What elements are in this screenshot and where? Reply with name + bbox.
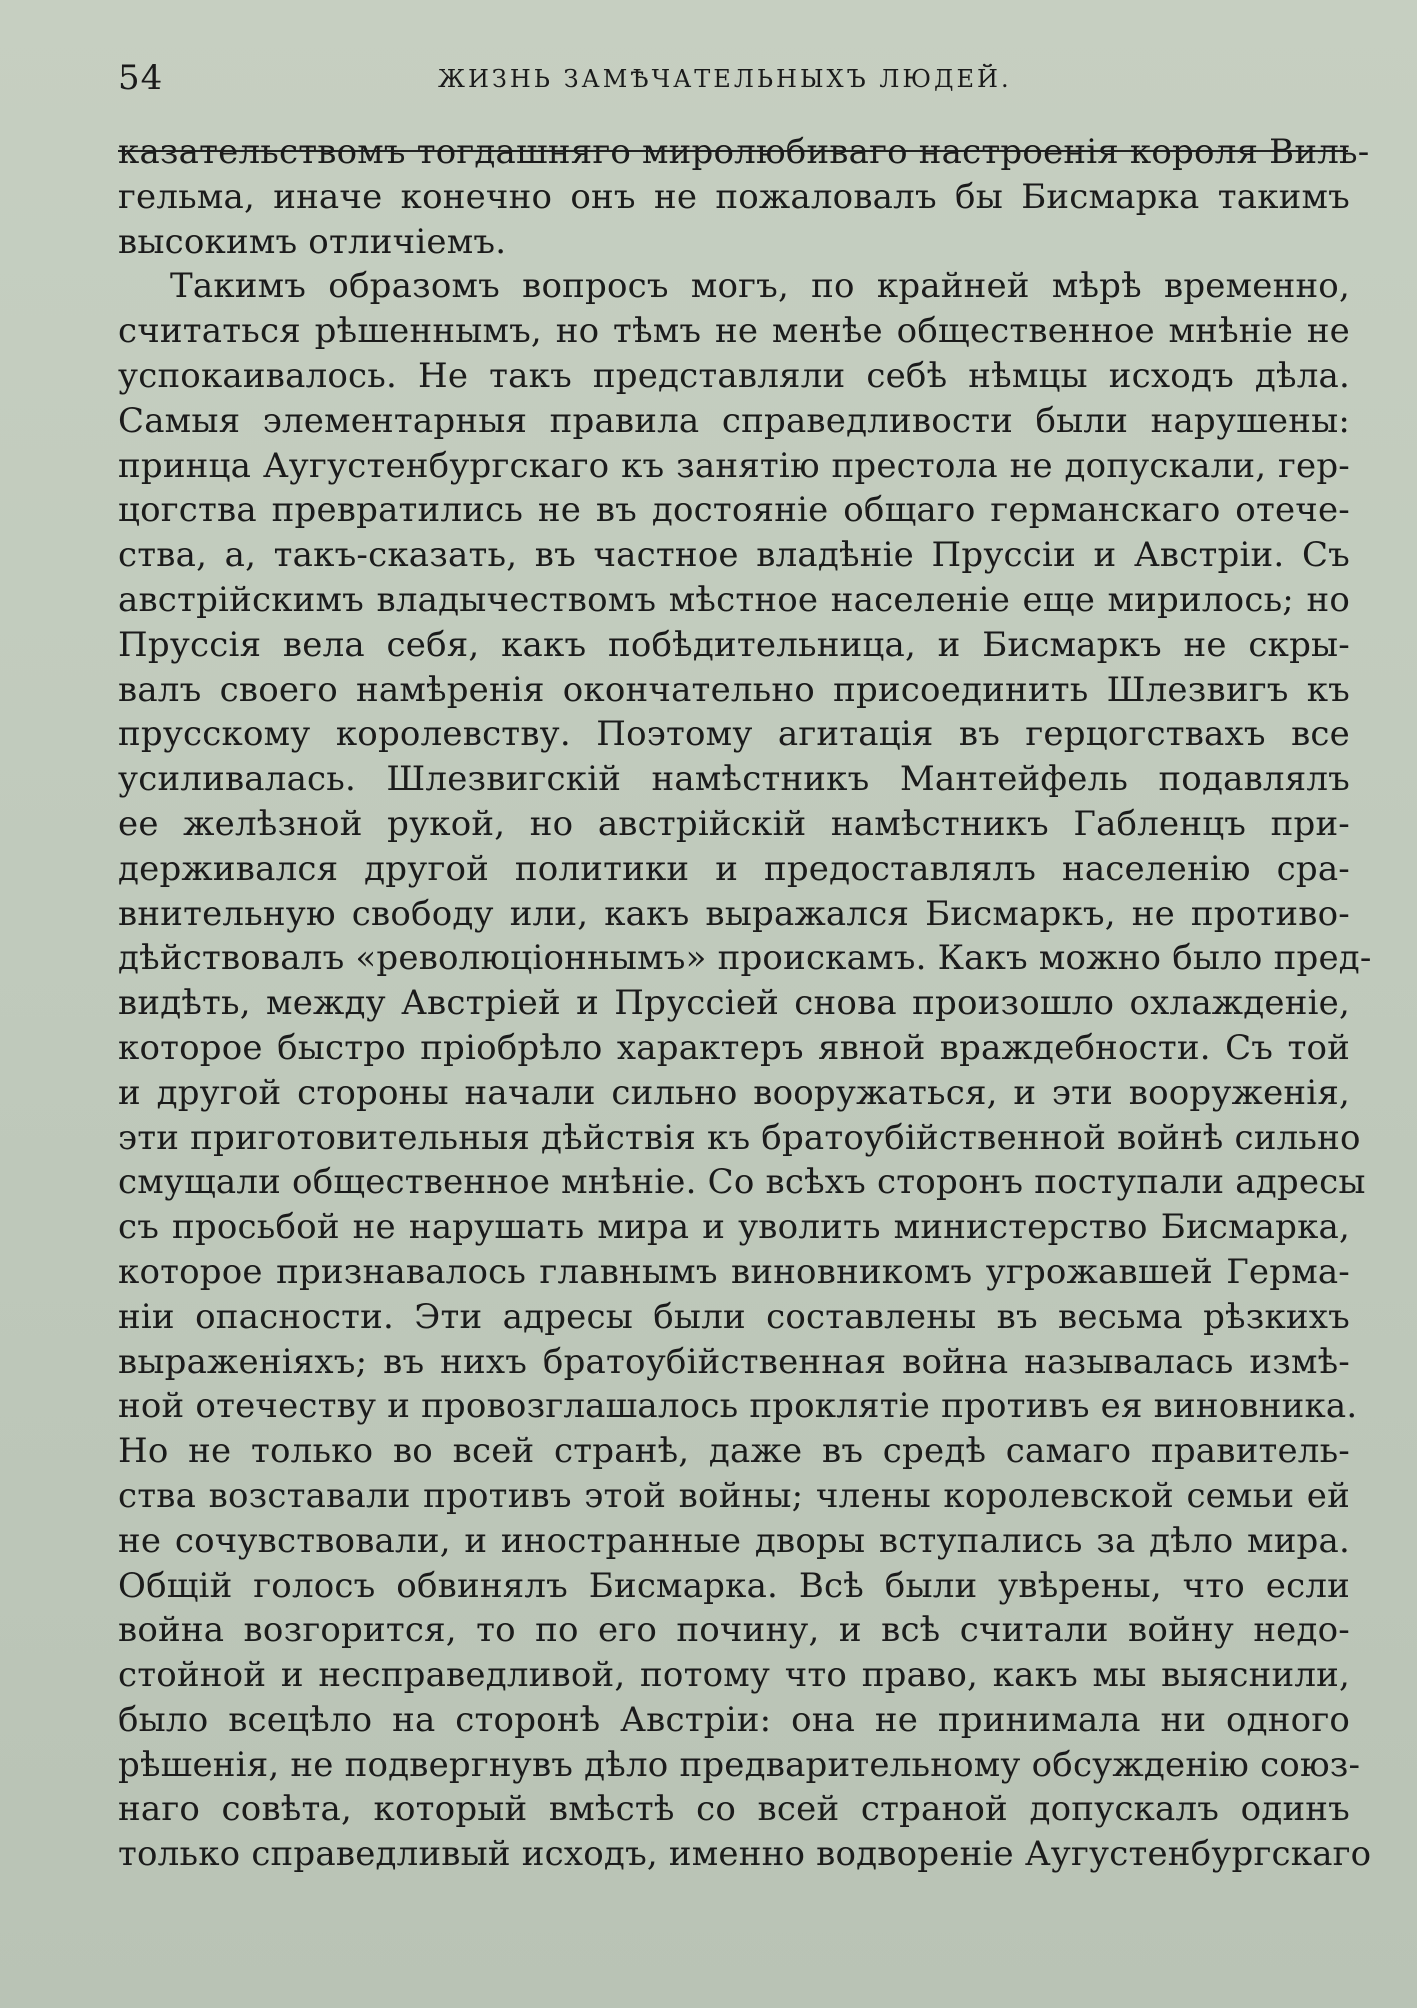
text-line: принца Аугустенбургскаго къ занятію престола не допускали, гер- (118, 445, 1350, 486)
text-line: ства возставали противъ этой войны; члены королевской семьи ей (118, 1475, 1350, 1516)
text-line: которое признавалось главнымъ виновникомъ угрожавшей Герма- (118, 1251, 1350, 1292)
text-line: Пруссія вела себя, какъ побѣдительница, и Бисмаркъ не скры- (118, 624, 1350, 665)
page-header (118, 58, 1348, 102)
text-line: которое быстро пріобрѣло характеръ явной враждебности. Съ той (118, 1027, 1350, 1068)
text-line: было всецѣло на сторонѣ Австріи: она не принимала ни одного (118, 1699, 1350, 1740)
text-line: рѣшенія, не подвергнувъ дѣло предварительному обсужденію союз- (118, 1744, 1361, 1785)
text-line: эти приготовительныя дѣйствія къ братоубійственной войнѣ сильно (118, 1117, 1361, 1158)
text-line: стойной и несправедливой, потому что право, какъ мы выяснили, (118, 1655, 1350, 1696)
text-line: ніи опасности. Эти адресы были составлены въ весьма рѣзкихъ (118, 1296, 1350, 1337)
text-line: гельма, иначе конечно онъ не пожаловалъ бы Бисмарка такимъ (118, 176, 1350, 217)
paragraph-start-line: Такимъ образомъ вопросъ могъ, по крайней мѣрѣ временно, (170, 266, 1350, 307)
text-line: австрійскимъ владычествомъ мѣстное населеніе еще мирилось; но (118, 579, 1350, 620)
text-line: наго совѣта, который вмѣстѣ со всей страной допускалъ одинъ (118, 1789, 1350, 1830)
text-line: цогства превратились не въ достояніе общаго германскаго отече- (118, 490, 1350, 531)
body-text (118, 130, 1372, 1877)
text-line: Но не только во всей странѣ, даже въ средѣ самаго правитель- (118, 1431, 1350, 1472)
text-line: Самыя элементарныя правила справедливости были нарушены: (118, 400, 1350, 441)
text-line: казательствомъ тогдашняго миролюбиваго настроенія короля Виль- (118, 132, 1370, 172)
text-line: внительную свободу или, какъ выражался Бисмаркъ, не противо- (118, 893, 1350, 934)
text-line: ства, а, такъ-сказать, въ частное владѣніе Пруссіи и Австріи. Съ (118, 535, 1350, 576)
running-title: ЖИЗНЬ ЗАМѢЧАТЕЛЬНЫХЪ ЛЮДЕЙ. (438, 65, 1012, 93)
text-line: съ просьбой не нарушать мира и уволить министерство Бисмарка, (118, 1207, 1350, 1248)
text-line: только справедливый исходъ, именно водвореніе Аугустенбургскаго (118, 1834, 1372, 1875)
text-line: не сочувствовали, и иностранные дворы вступались за дѣло мира. (118, 1520, 1350, 1561)
text-line: держивался другой политики и предоставлялъ населенію сра- (118, 848, 1350, 889)
text-line: прусскому королевству. Поэтому агитація въ герцогствахъ все (118, 714, 1350, 755)
text-line: ее желѣзной рукой, но австрійскій намѣстникъ Габленцъ при- (118, 803, 1350, 844)
text-line: видѣть, между Австріей и Пруссіей снова произошло охлажденіе, (118, 983, 1350, 1024)
page-number: 54 (118, 58, 164, 98)
text-line: Общій голосъ обвинялъ Бисмарка. Всѣ были увѣрены, что если (118, 1565, 1350, 1606)
text-line: валъ своего намѣренія окончательно присоединить Шлезвигъ къ (118, 669, 1350, 710)
text-line: дѣйствовалъ «революціоннымъ» проискамъ. Какъ можно было пред- (118, 938, 1372, 979)
text-line: ной отечеству и провозглашалось проклятіе противъ ея виновника. (118, 1386, 1358, 1427)
text-line: и другой стороны начали сильно вооружаться, и эти вооруженія, (118, 1072, 1350, 1113)
text-line: высокимъ отличіемъ. (118, 221, 507, 262)
text-line: война возгорится, то по его почину, и всѣ считали войну недо- (118, 1610, 1350, 1651)
text-line: успокаивалось. Не такъ представляли себѣ нѣмцы исходъ дѣла. (118, 355, 1350, 396)
text-line: считаться рѣшеннымъ, но тѣмъ не менѣе общественное мнѣніе не (118, 311, 1350, 352)
text-line: выраженіяхъ; въ нихъ братоубійственная война называлась измѣ- (118, 1341, 1350, 1382)
text-line: усиливалась. Шлезвигскій намѣстникъ Мантейфель подавлялъ (118, 759, 1350, 800)
text-line: смущали общественное мнѣніе. Со всѣхъ сторонъ поступали адресы (118, 1162, 1366, 1203)
